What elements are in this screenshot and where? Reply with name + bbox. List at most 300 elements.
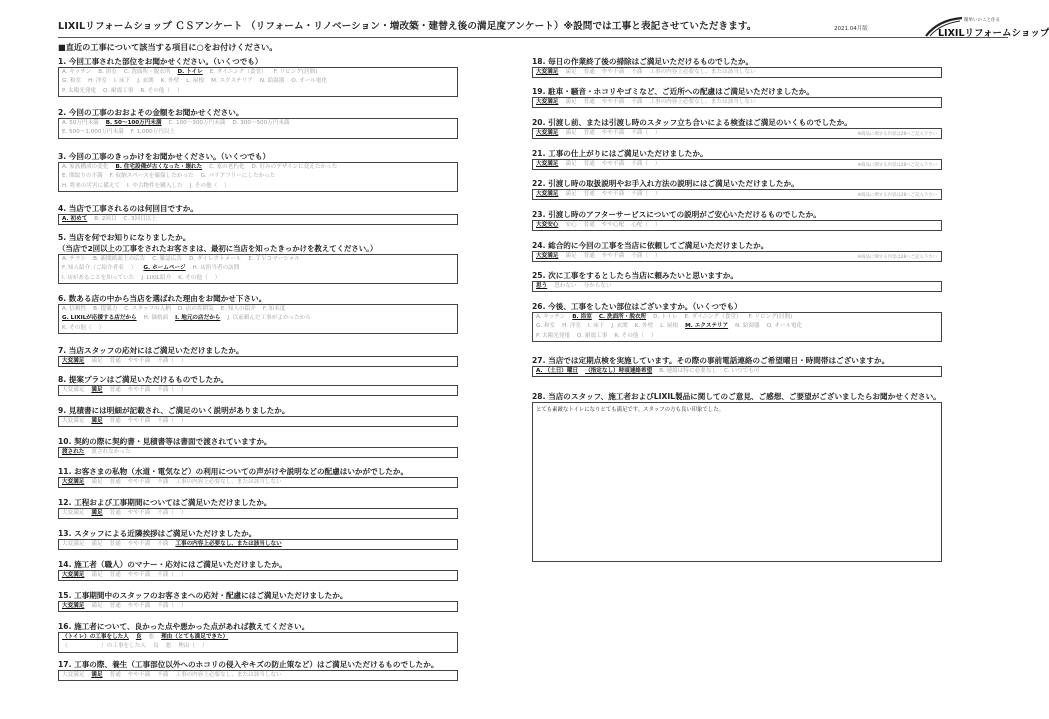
selected-option[interactable]: 満足 bbox=[91, 510, 103, 516]
question-title: 1. 今回工事された部位をお聞かせください。（いくつでも） bbox=[58, 57, 263, 66]
page-title: LIXILリフォームショップ ＣＳアンケート （リフォーム・リノベーション・増改築・建替え後の満足度アンケート）※設問では工事と表記させていただきます。 bbox=[58, 21, 757, 32]
option[interactable]: D. 300～500万円未満 bbox=[232, 120, 290, 126]
option[interactable]: F. リビング(居間) bbox=[273, 69, 318, 75]
form-version-date: 2021.04月版 bbox=[834, 26, 868, 32]
option[interactable]: 思わない bbox=[554, 283, 577, 289]
answer-box[interactable] bbox=[58, 254, 458, 284]
answer-box[interactable] bbox=[58, 447, 458, 458]
option[interactable]: 不満（ bbox=[631, 253, 648, 259]
option[interactable]: F. 知名度 bbox=[262, 306, 286, 312]
question-title: 26. 今後、工事をしたい部位はございますか。（いくつでも） bbox=[532, 302, 742, 311]
option[interactable]: C. 家の老朽化 bbox=[209, 164, 245, 170]
answer-box[interactable] bbox=[532, 159, 942, 170]
option[interactable]: ） bbox=[224, 182, 230, 189]
option[interactable]: H. 洋室 bbox=[88, 78, 107, 85]
option-line bbox=[62, 478, 454, 487]
option[interactable]: D. トイレ bbox=[653, 314, 678, 320]
option[interactable]: F. 1,000万円以上 bbox=[130, 129, 176, 136]
selected-option[interactable]: 満足 bbox=[91, 418, 103, 424]
option[interactable]: D. ダイレクトメール bbox=[189, 256, 242, 262]
option[interactable]: やや不満 bbox=[601, 191, 625, 197]
selected-option[interactable]: 大変満足 bbox=[62, 479, 85, 485]
option[interactable]: やや不満 bbox=[127, 672, 151, 678]
answer-box[interactable] bbox=[58, 67, 458, 97]
option[interactable]: 不満 bbox=[157, 672, 169, 678]
option[interactable]: H. 店担当者の訪問 bbox=[192, 265, 240, 272]
question-12 bbox=[58, 497, 458, 519]
option[interactable]: 満足 bbox=[91, 541, 103, 547]
selected-option[interactable]: 大変満足 bbox=[62, 572, 85, 578]
option[interactable]: B. 新聞紙面上の広告 bbox=[93, 256, 146, 262]
option[interactable]: ） bbox=[180, 510, 187, 516]
option[interactable]: やや不満 bbox=[601, 253, 625, 259]
option[interactable]: やや不満 bbox=[601, 69, 625, 75]
option[interactable]: B. 浴室 bbox=[98, 69, 117, 75]
option[interactable]: （ ）の工事をした人 bbox=[62, 643, 146, 650]
question-title: 21. 工事の仕上がりにはご満足いただけましたか。 bbox=[532, 149, 708, 158]
selected-option[interactable]: 工事の内容上必要なし、または該当しない bbox=[175, 541, 282, 547]
question-20 bbox=[532, 117, 942, 139]
question-14 bbox=[58, 559, 458, 581]
question-1 bbox=[58, 56, 458, 97]
option-line bbox=[62, 357, 454, 366]
selected-option[interactable]: G. LIXILが応援する店だから bbox=[62, 315, 137, 322]
option[interactable]: 普通 bbox=[583, 130, 595, 136]
option[interactable]: ） bbox=[214, 274, 221, 281]
option[interactable]: A. 信頼性 bbox=[62, 306, 87, 312]
option[interactable]: G. 和室 bbox=[536, 323, 556, 330]
selected-option[interactable]: M. エクステリア bbox=[685, 323, 729, 330]
option[interactable]: 普通 bbox=[583, 191, 595, 197]
selected-option[interactable]: 大変安心 bbox=[536, 222, 559, 228]
option[interactable]: P. 太陽光発電 bbox=[536, 332, 571, 339]
option[interactable]: 心配（ bbox=[631, 222, 648, 228]
option-line bbox=[62, 274, 454, 283]
question-24 bbox=[532, 240, 942, 262]
question-title: 25. 次に工事をするとしたら当店に頼みたいと思いますか。 bbox=[532, 271, 738, 280]
option[interactable]: ） bbox=[654, 222, 661, 228]
answer-box[interactable] bbox=[58, 214, 458, 225]
question-title: 4. 当店で工事されるのは何回目ですか。 bbox=[58, 204, 198, 213]
option[interactable]: I. 中古物件を購入した bbox=[127, 182, 183, 189]
option[interactable]: K. その他（ bbox=[178, 274, 208, 281]
option[interactable]: やや不満 bbox=[601, 161, 625, 167]
option-line bbox=[62, 509, 454, 518]
question-title: 8. 提案プランはご満足いただけるものでしたか。 bbox=[58, 375, 229, 384]
option-line bbox=[62, 417, 454, 426]
question-title: 20. 引渡し前、または引渡し時のスタッフ立ち合いによる検査はご満足のいくものでしたか。 bbox=[532, 118, 852, 127]
option[interactable]: 普通 bbox=[109, 572, 121, 578]
option[interactable]: C. 100～300万円未満 bbox=[168, 120, 226, 126]
option[interactable]: 理由（ bbox=[178, 643, 195, 650]
question-15 bbox=[58, 590, 458, 612]
option[interactable]: ） bbox=[180, 418, 187, 424]
selected-option[interactable]: 大変満足 bbox=[536, 130, 559, 136]
option[interactable]: やや不満 bbox=[127, 572, 151, 578]
option[interactable]: 普通 bbox=[109, 479, 121, 485]
option[interactable]: C. いつでも可 bbox=[723, 368, 760, 374]
option-line bbox=[62, 671, 454, 680]
option[interactable]: 不満（ bbox=[157, 510, 174, 516]
option[interactable]: G. 和室 bbox=[62, 78, 82, 85]
option[interactable]: H. 将来の災害に備えて bbox=[62, 182, 121, 189]
option[interactable]: ） bbox=[98, 324, 105, 331]
page-header bbox=[58, 16, 1049, 39]
question-title: 6. 数ある店の中から当店を選ばれた理由をお聞かせ下さい。 bbox=[58, 294, 267, 303]
answer-box[interactable] bbox=[532, 128, 942, 139]
question-title: 15. 工事期間中のスタッフのお客さまへの応対・配慮にはご満足いただけましたか。 bbox=[58, 591, 348, 600]
option-line bbox=[62, 68, 454, 77]
question-title: 24. 総合的に今回の工事を当店に依頼してご満足いただけましたか。 bbox=[532, 241, 769, 250]
question-title: 17. 工事の際、養生（工事部位以外へのホコリの侵入やキズの防止策など）はご満足いただけるものでしたか。 bbox=[58, 660, 439, 669]
option[interactable]: 普通 bbox=[583, 253, 595, 259]
option[interactable]: 普通 bbox=[109, 672, 121, 678]
question-title: 19. 駐車・騒音・ホコリやゴミなど、ご近所への配慮はご満足いただけましたか。 bbox=[532, 87, 814, 96]
question-title: 12. 工程および工事期間についてはご満足いただけましたか。 bbox=[58, 498, 272, 507]
option[interactable]: C. 洗面所・脱衣所 bbox=[123, 69, 171, 75]
option-line bbox=[62, 119, 454, 128]
answer-box[interactable] bbox=[58, 539, 458, 550]
selected-option[interactable]: I. 地元の店だから bbox=[175, 315, 221, 322]
option[interactable]: 不満 bbox=[631, 99, 643, 105]
option[interactable]: A. チラシ bbox=[62, 256, 87, 262]
option-line bbox=[62, 633, 454, 642]
option[interactable]: ） bbox=[654, 130, 661, 136]
option[interactable]: やや不満 bbox=[127, 358, 151, 364]
option[interactable]: E. 知人の紹介 bbox=[220, 306, 256, 312]
option[interactable]: L. 屋根 bbox=[660, 323, 679, 330]
option[interactable]: O. オール電化 bbox=[291, 78, 327, 85]
option[interactable]: 大変満足 bbox=[62, 510, 85, 516]
option[interactable]: やや不満 bbox=[127, 418, 151, 424]
option[interactable]: 工事の内容上必要なし、または該当しない bbox=[175, 479, 282, 485]
option[interactable]: 悪 bbox=[165, 643, 172, 650]
option[interactable]: やや不満 bbox=[601, 99, 625, 105]
option[interactable]: ） bbox=[180, 387, 187, 393]
option[interactable]: Q. 耐震工事 bbox=[577, 332, 608, 339]
comment-box[interactable] bbox=[532, 402, 942, 562]
option[interactable]: 分からない bbox=[583, 283, 612, 289]
option[interactable]: やや不満 bbox=[127, 479, 151, 485]
option[interactable]: A. 家族構成の変化 bbox=[62, 164, 109, 170]
answer-box[interactable] bbox=[58, 118, 458, 139]
option[interactable]: 満足 bbox=[91, 572, 103, 578]
selected-option[interactable]: A. 初めて bbox=[62, 216, 88, 222]
option[interactable]: C. 3回目以上 bbox=[123, 216, 157, 222]
question-27 bbox=[532, 355, 942, 377]
option[interactable]: 満足 bbox=[565, 191, 577, 197]
selected-option[interactable]: A. （土日）曜日 bbox=[536, 368, 579, 374]
option-line bbox=[62, 182, 454, 191]
option[interactable]: やや不満 bbox=[127, 541, 151, 547]
option[interactable]: 満足 bbox=[91, 603, 103, 609]
answer-box[interactable] bbox=[58, 416, 458, 427]
option[interactable]: N. 給湯器 bbox=[259, 78, 285, 85]
option-line bbox=[62, 602, 454, 611]
option[interactable]: 不満 bbox=[157, 479, 169, 485]
option[interactable]: J. その他（ bbox=[189, 182, 218, 189]
option[interactable]: E. ダイニング（食堂） bbox=[209, 69, 267, 75]
selected-option[interactable]: 大変満足 bbox=[536, 253, 559, 259]
selected-option[interactable]: B. 50～100万円未満 bbox=[105, 120, 162, 126]
option[interactable]: 普通 bbox=[109, 603, 121, 609]
question-subtitle: （当店で2回以上の工事をされたお客さまは、最初に当店を知ったきっかけを教えてください。） bbox=[58, 244, 378, 253]
option-line bbox=[536, 332, 938, 341]
option[interactable]: 普通 bbox=[109, 510, 121, 516]
option[interactable]: 不満（ bbox=[157, 572, 174, 578]
option[interactable]: 不満（ bbox=[157, 387, 174, 393]
option[interactable]: D. 店の雰囲気 bbox=[177, 306, 214, 312]
option[interactable]: ） bbox=[177, 87, 183, 94]
question-11 bbox=[58, 466, 458, 488]
option[interactable]: F. 収納スペースを確保したかった bbox=[109, 173, 194, 180]
question-title: 28. 当店のスタッフ、施工者およびLIXIL製品に関してのご意見、ご感想、ご要望がございましたらお聞かせください。 bbox=[532, 392, 941, 401]
selected-option[interactable]: 満足 bbox=[91, 387, 103, 393]
question-19 bbox=[532, 86, 942, 108]
selected-option[interactable]: （指定なし）時頃連絡希望 bbox=[585, 368, 653, 374]
option[interactable]: N. 給湯器 bbox=[735, 323, 760, 330]
question-22 bbox=[532, 178, 942, 200]
option[interactable]: I. 店があることを知っていた bbox=[62, 274, 135, 281]
option[interactable]: F. リビング(居間) bbox=[748, 314, 793, 320]
question-21 bbox=[532, 148, 942, 170]
question-7 bbox=[58, 345, 458, 367]
selected-option[interactable]: B. 浴室 bbox=[572, 314, 592, 320]
note-text: ※商品に関する内容は28へご記入下さい bbox=[857, 163, 937, 168]
option[interactable]: 満足 bbox=[565, 161, 577, 167]
option[interactable]: E. ダイニング（食堂） bbox=[684, 314, 742, 320]
option[interactable]: K. 外壁 bbox=[160, 78, 180, 85]
option[interactable]: I. 床下 bbox=[587, 323, 605, 330]
option-line bbox=[62, 571, 454, 580]
selected-option[interactable]: （トイレ）の工事をした人 bbox=[62, 634, 129, 640]
option[interactable]: やや不満 bbox=[127, 603, 151, 609]
question-28 bbox=[532, 391, 942, 562]
option[interactable]: B. 連絡は特に必要なし bbox=[659, 368, 717, 374]
question-title: 27. 当店では定期点検を実施しています。その際の事前電話連絡のご希望曜日・時間帯はございますか。 bbox=[532, 356, 890, 365]
option[interactable]: 満足 bbox=[565, 69, 577, 75]
option[interactable]: 普通 bbox=[109, 358, 121, 364]
option[interactable]: M. エクステリア bbox=[211, 78, 253, 85]
option-line bbox=[62, 128, 454, 137]
option[interactable]: J. 玄関 bbox=[611, 323, 628, 330]
option[interactable]: C. 雑誌広告 bbox=[152, 256, 183, 262]
option[interactable]: A. キッチン bbox=[536, 314, 566, 320]
option[interactable]: 普通 bbox=[583, 222, 595, 228]
option[interactable]: ） bbox=[651, 332, 657, 339]
instruction-text: ■直近の工事について該当する項目に○をお付けください。 bbox=[58, 42, 278, 52]
option[interactable]: 満足 bbox=[565, 130, 577, 136]
lixil-logo bbox=[924, 16, 1049, 39]
option[interactable]: R. その他（ bbox=[614, 332, 644, 339]
option[interactable]: K. その他（ bbox=[62, 324, 92, 331]
selected-option[interactable]: 思う bbox=[536, 283, 548, 289]
option-line bbox=[62, 87, 454, 96]
option[interactable]: H. 洋室 bbox=[562, 323, 581, 330]
option[interactable]: 普通 bbox=[583, 161, 595, 167]
option[interactable]: E. 500～1,000万円未満 bbox=[62, 129, 124, 136]
question-2 bbox=[58, 107, 458, 139]
option[interactable]: 大変満足 bbox=[62, 387, 85, 393]
option[interactable]: 大変満足 bbox=[62, 672, 85, 678]
selected-option[interactable]: 大変満足 bbox=[536, 191, 559, 197]
option[interactable]: 普通 bbox=[109, 387, 121, 393]
option-line bbox=[62, 264, 454, 273]
option[interactable]: C. スタッフの人柄 bbox=[124, 306, 171, 312]
option[interactable]: F. 知人紹介（ご紹介者名 bbox=[62, 265, 124, 272]
option[interactable]: 不満（ bbox=[631, 161, 648, 167]
logo-tagline: 簡単いのこと住る bbox=[964, 18, 1000, 23]
option[interactable]: 不満（ bbox=[631, 130, 648, 136]
option[interactable]: O. オール電化 bbox=[766, 323, 803, 330]
question-10 bbox=[58, 436, 458, 458]
option[interactable]: H. 価格面 bbox=[143, 315, 169, 322]
question-title: 23. 引渡し時のアフターサービスについての説明がご安心いただけるものでしたか。 bbox=[532, 210, 821, 219]
question-title: 11. お客さまの私物（水道・電気など）の利用についての声がけや説明などの配慮はいかがでしたか。 bbox=[58, 467, 409, 476]
question-26 bbox=[532, 301, 942, 342]
answer-box[interactable] bbox=[532, 97, 942, 108]
selected-option[interactable]: 大変満足 bbox=[62, 603, 85, 609]
option[interactable]: ） bbox=[654, 161, 661, 167]
question-title: 5. 当店を何でお知りになりましたか。 bbox=[58, 233, 191, 242]
option[interactable]: 不満（ bbox=[157, 358, 174, 364]
answer-box[interactable] bbox=[532, 220, 942, 231]
option[interactable]: 大変満足 bbox=[62, 418, 85, 424]
option[interactable]: やや不満 bbox=[127, 387, 151, 393]
question-title: 7. 当店スタッフの応対にはご満足いただけましたか。 bbox=[58, 346, 244, 355]
option[interactable]: Q. 耐震工事 bbox=[103, 87, 134, 94]
option[interactable]: やや不満 bbox=[601, 130, 625, 136]
question-title: 9. 見積書には明細が記載され、ご満足のいく説明がありましたか。 bbox=[58, 406, 290, 415]
answer-box[interactable] bbox=[58, 304, 458, 334]
option[interactable]: 不満（ bbox=[157, 603, 174, 609]
option[interactable]: I. 床下 bbox=[113, 78, 131, 85]
answer-box[interactable] bbox=[58, 356, 458, 367]
option[interactable]: 普通 bbox=[583, 69, 595, 75]
question-9 bbox=[58, 405, 458, 427]
option[interactable]: 満足 bbox=[91, 479, 103, 485]
option[interactable]: R. その他（ bbox=[140, 87, 170, 94]
answer-box[interactable] bbox=[58, 162, 458, 192]
option-line bbox=[62, 255, 454, 264]
option[interactable]: L. 屋根 bbox=[186, 78, 205, 85]
option[interactable]: 大変満足 bbox=[62, 541, 85, 547]
option[interactable]: A. 50万円未満 bbox=[62, 120, 99, 126]
selected-option[interactable]: 渡された bbox=[62, 449, 85, 455]
option-line bbox=[536, 322, 938, 331]
option[interactable]: 不満（ bbox=[631, 191, 648, 197]
option[interactable]: B. 提案力 bbox=[93, 306, 118, 312]
option[interactable]: A. キッチン bbox=[62, 69, 92, 75]
option[interactable]: D. 好みのデザインに変えたかった bbox=[251, 164, 338, 170]
answer-box[interactable] bbox=[58, 477, 458, 488]
selected-option[interactable]: 満足 bbox=[91, 672, 103, 678]
option[interactable]: J. LIXIL紹介 bbox=[141, 274, 172, 281]
option[interactable]: ） bbox=[201, 643, 208, 650]
option[interactable]: 工事の内容上必要なし、または該当しない bbox=[649, 69, 756, 75]
answer-box[interactable] bbox=[532, 312, 942, 342]
option[interactable]: 不満（ bbox=[157, 418, 174, 424]
question-title: 22. 引渡し時の取扱説明やお手入れ方法の説明にはご満足いただけましたか。 bbox=[532, 179, 799, 188]
selected-option[interactable]: C. 洗面所・脱衣所 bbox=[598, 314, 647, 320]
answer-box[interactable] bbox=[532, 366, 942, 377]
option[interactable]: ） bbox=[180, 572, 187, 578]
answer-box[interactable] bbox=[532, 67, 942, 78]
answer-box[interactable] bbox=[58, 508, 458, 519]
option[interactable]: J. 以前頼んだ工事がよかったから bbox=[227, 315, 311, 322]
option-line bbox=[62, 540, 454, 549]
selected-option[interactable]: 大変満足 bbox=[536, 99, 559, 105]
option[interactable]: ） bbox=[180, 358, 187, 364]
selected-option[interactable]: 大変満足 bbox=[536, 161, 559, 167]
option[interactable]: ） bbox=[654, 191, 661, 197]
option[interactable]: 満足 bbox=[565, 253, 577, 259]
option[interactable]: E. ＴＶコマーシャル bbox=[248, 256, 300, 262]
option[interactable]: 渡されなかった bbox=[91, 449, 131, 455]
selected-option[interactable]: G. ホームページ bbox=[143, 265, 186, 272]
option[interactable]: 工事の内容上必要なし、または該当しない bbox=[175, 672, 282, 678]
option[interactable]: ） bbox=[654, 253, 661, 259]
selected-option[interactable]: D. トイレ bbox=[177, 69, 203, 75]
option[interactable]: 安心 bbox=[565, 222, 577, 228]
option[interactable]: やや不満 bbox=[127, 510, 151, 516]
question-18 bbox=[532, 56, 942, 78]
note-text: ※商品に関する内容は28へご記入下さい bbox=[857, 132, 937, 137]
answer-box[interactable] bbox=[532, 189, 942, 200]
selected-option[interactable]: 良 bbox=[135, 634, 142, 640]
answer-box[interactable] bbox=[58, 385, 458, 396]
selected-option[interactable]: 理由（とても満足できた） bbox=[161, 634, 229, 640]
option[interactable]: J. 玄関 bbox=[137, 78, 154, 85]
note-text: ※商品に関する内容は28へご記入下さい bbox=[857, 255, 937, 260]
option[interactable]: 不満 bbox=[631, 69, 643, 75]
option[interactable]: B. 2回目 bbox=[94, 216, 117, 222]
option[interactable]: ） bbox=[130, 265, 137, 272]
answer-box[interactable] bbox=[58, 570, 458, 581]
answer-box[interactable] bbox=[58, 632, 458, 653]
question-25 bbox=[532, 270, 942, 292]
option[interactable]: 普通 bbox=[583, 99, 595, 105]
question-4 bbox=[58, 203, 458, 225]
selected-option[interactable]: B. 住宅設備が古くなった・壊れた bbox=[115, 164, 203, 170]
question-title: 10. 契約の際に契約書・見積書等は書面で渡されていますか。 bbox=[58, 437, 272, 446]
option[interactable]: E. 間取りの不満 bbox=[62, 173, 103, 180]
option-line bbox=[536, 282, 938, 291]
answer-box[interactable] bbox=[532, 251, 942, 262]
option[interactable]: 普通 bbox=[109, 541, 121, 547]
option[interactable]: K. 外壁 bbox=[634, 323, 654, 330]
option-line bbox=[62, 314, 454, 323]
option[interactable]: 満足 bbox=[565, 99, 577, 105]
option[interactable]: 満足 bbox=[91, 358, 103, 364]
answer-box[interactable] bbox=[532, 281, 942, 292]
option[interactable]: P. 太陽光発電 bbox=[62, 87, 97, 94]
option[interactable]: 不満 bbox=[157, 541, 169, 547]
question-title: 18. 毎日の作業終了後の掃除はご満足いただけるものでしたか。 bbox=[532, 57, 754, 66]
option[interactable]: 工事の内容上必要なし、または該当しない bbox=[649, 99, 756, 105]
answer-box[interactable] bbox=[58, 670, 458, 681]
selected-option[interactable]: 大変満足 bbox=[536, 69, 559, 75]
option[interactable]: ） bbox=[180, 603, 187, 609]
selected-option[interactable]: 大変満足 bbox=[62, 358, 85, 364]
option[interactable]: 良 bbox=[152, 643, 159, 650]
option-line bbox=[62, 642, 454, 651]
answer-box[interactable] bbox=[58, 601, 458, 612]
option[interactable]: G. バリアフリーにしたかった bbox=[200, 173, 276, 180]
option[interactable]: 悪 bbox=[148, 634, 155, 640]
option[interactable]: 普通 bbox=[109, 418, 121, 424]
option[interactable]: やや心配 bbox=[601, 222, 625, 228]
